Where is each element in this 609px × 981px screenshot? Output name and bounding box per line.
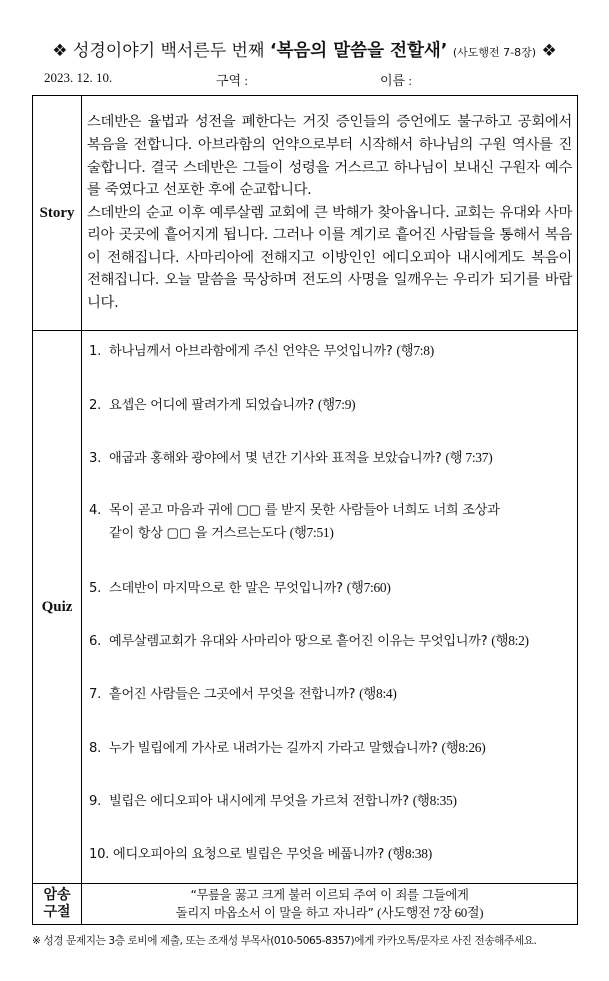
footnote: ※ 성경 문제지는 3층 로비에 제출, 또는 조재성 부목사(010-5065-8357)에게 카카오톡/문자로 사진 전송해주세요. [32,935,537,947]
quiz-question-10[interactable]: 10. 에디오피아의 요청으로 빌립은 무엇을 베풉니까? (행8:38) [89,846,432,862]
quiz-row [33,331,578,884]
memorize-label: 암송 구절 [33,884,82,925]
quiz-question-6[interactable]: 6. 예루살렘교회가 유대와 사마리아 땅으로 흩어진 이유는 무엇입니까? (행8:2) [89,633,529,649]
quiz-cell [82,331,578,884]
name-field[interactable]: 이름 : [380,73,412,88]
verse-line-2: 돌리지 마옵소서 이 말을 하고 자니라” [175,905,374,920]
story-label: Story [33,96,82,331]
memorize-verse [82,884,578,925]
quiz-question-8[interactable]: 8. 누가 빌립에게 가사로 내려가는 길까지 가라고 말했습니까? (행8:26) [89,740,486,756]
title-main: ‘복음의 말씀을 전할새’ [269,41,448,61]
date-text: 2023. 12. 10. [44,70,113,85]
verse-reference: (사도행전 7장 60절) [377,904,484,920]
story-cell [82,96,578,331]
quiz-question-9[interactable]: 9. 빌립은 에디오피아 내시에게 무엇을 가르쳐 전합니까? (행8:35) [89,793,457,809]
story-paragraph-1: 스데반은 율법과 성전을 폐한다는 거짓 증인들의 증언에도 불구하고 공회에서 복음을 전합니다. 아브라함의 언약으로부터 시작해서 하나님의 구원 역사를 진술합니다. 결국 스데반은 그들이 성령을 거스르고 하나님이 보내신 구원자 예수를 죽였다고 선포한 후에 순교합니다. [87,114,572,199]
worksheet-table [32,95,578,925]
worksheet-title [0,36,609,62]
quiz-question-7[interactable]: 7. 흩어진 사람들은 그곳에서 무엇을 전합니까? (행8:4) [89,686,397,702]
quiz-question-3[interactable]: 3. 애굽과 홍해와 광야에서 몇 년간 기사와 표적을 보았습니까? (행 7:37) [89,450,493,466]
quiz-question-2[interactable]: 2. 요셉은 어디에 팔려가게 되었습니까? (행7:9) [89,397,356,413]
district-field[interactable]: 구역 : [216,73,248,88]
story-paragraph-2: 스데반의 순교 이후 예루살렘 교회에 큰 박해가 찾아옵니다. 교회는 유대와 사마리아 곳곳에 흩어지게 됩니다. 그러나 이를 계기로 흩어진 사람들을 통해서 복음이 전해집니다. 사마리아에 전해지고 이방인인 에디오피아 내시에게도 복음이 전해집니다. 오늘 말씀을 묵상하며 전도의 사명을 일깨우는 우리가 되기를 바랍니다. [87,204,572,312]
title-reference: (사도행전 7-8장) [452,46,537,59]
quiz-question-4[interactable]: 4. 목이 곧고 마음과 귀에 ▢▢ 를 받지 못한 사람들아 너희도 너희 조상과 같이 항상 ▢▢ 을 거스르는도다 (행7:51) [89,503,500,541]
title-prefix: 성경이야기 백서른두 번째 [72,41,265,61]
verse-line-1: “무릎을 꿇고 크게 불러 이르되 주여 이 죄를 그들에게 [190,887,469,902]
diamond-bullet-icon: ❖ [52,41,68,61]
quiz-question-1[interactable]: 1. 하나님께서 아브라함에게 주신 언약은 무엇입니까? (행7:8) [89,343,434,359]
quiz-label: Quiz [33,331,82,884]
meta-row [0,70,609,90]
quiz-question-5[interactable]: 5. 스데반이 마지막으로 한 말은 무엇입니까? (행7:60) [89,580,391,596]
diamond-bullet-icon-right: ❖ [541,41,557,61]
story-row [33,96,578,331]
memorize-row [33,884,578,925]
